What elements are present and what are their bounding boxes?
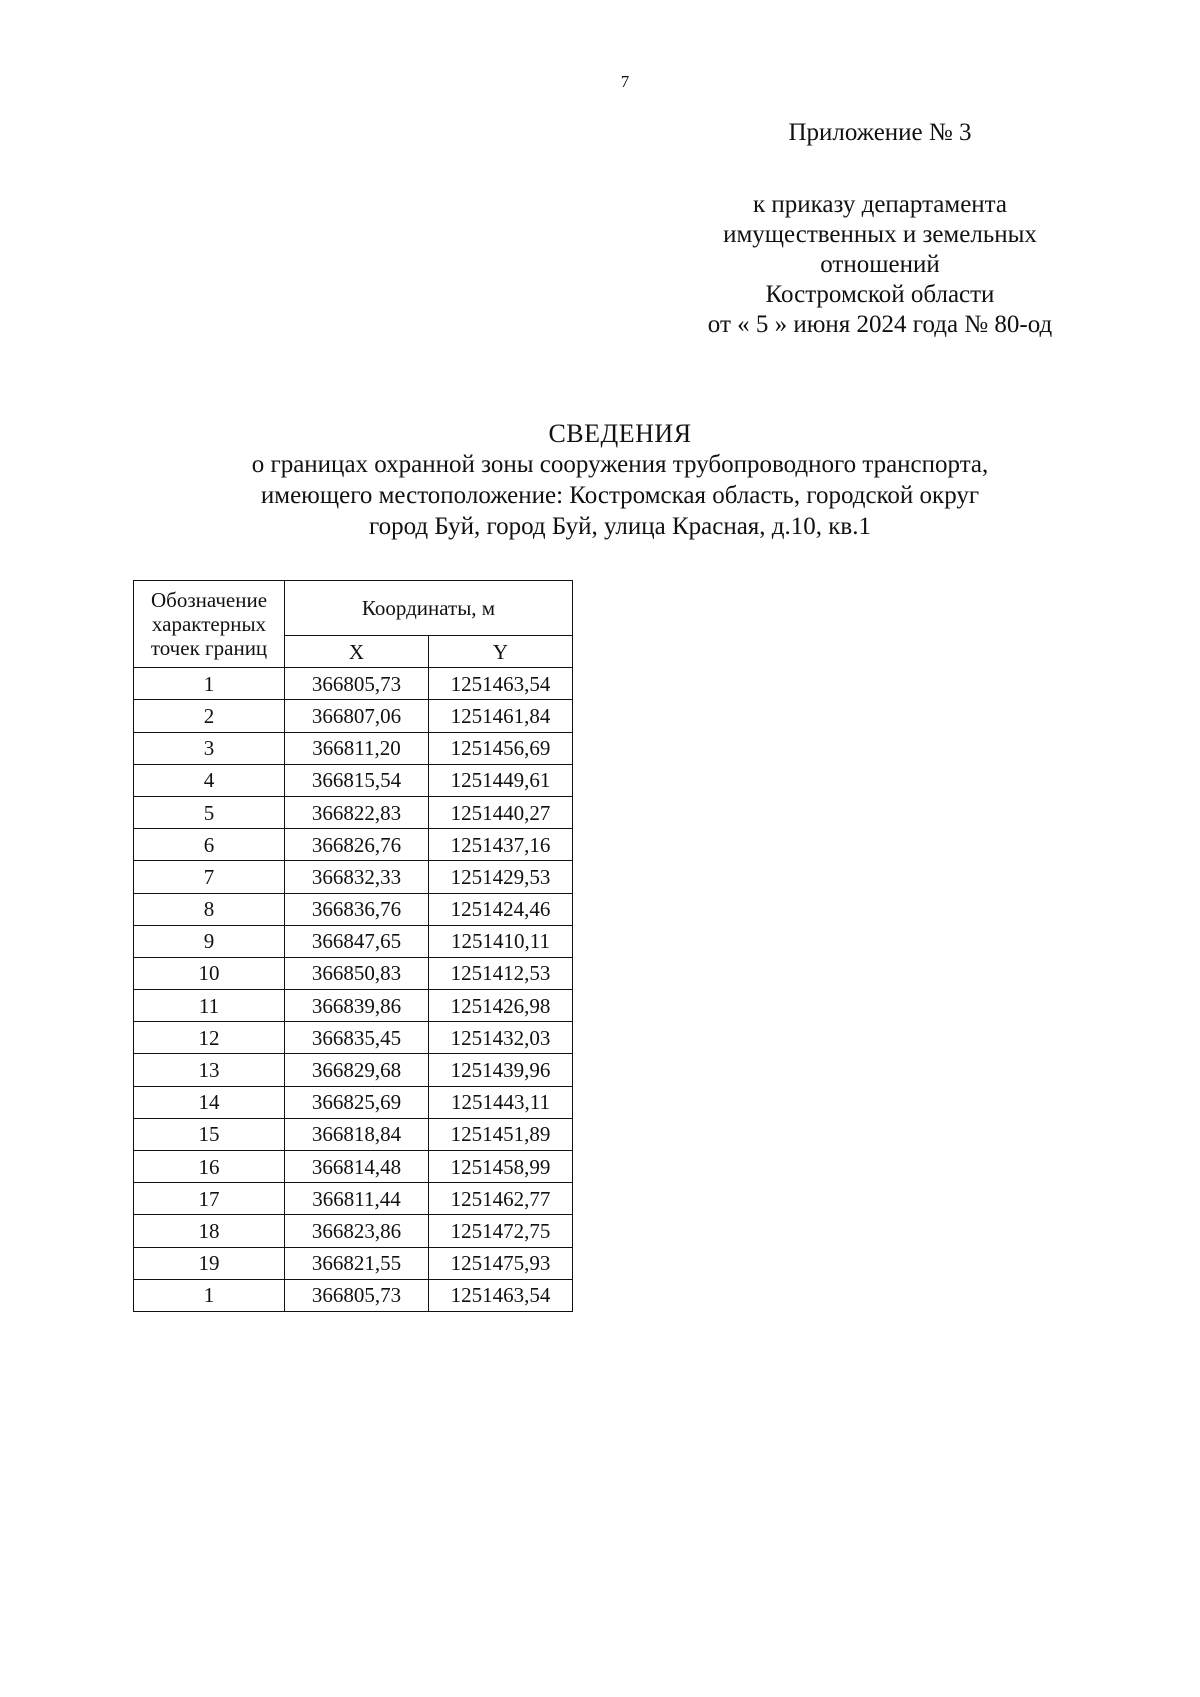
y-coordinate-cell: 1251456,69 [429,732,573,764]
x-coordinate-cell: 366815,54 [285,764,429,796]
heading-line: имеющего местоположение: Костромская область, городской округ [260,482,980,509]
x-coordinate-cell: 366811,20 [285,732,429,764]
point-cell: 4 [134,764,285,796]
table-row [134,764,573,796]
annex-line: имущественных и земельных [723,221,1037,248]
point-cell: 15 [134,1118,285,1150]
point-cell: 13 [134,1054,285,1086]
x-coordinate-cell: 366847,65 [285,925,429,957]
table-row [134,1183,573,1215]
y-coordinate-cell: 1251461,84 [429,700,573,732]
table-row [134,861,573,893]
point-cell: 9 [134,925,285,957]
x-coordinate-cell: 366821,55 [285,1247,429,1279]
x-coordinate-cell: 366835,45 [285,1022,429,1054]
table-row [134,1054,573,1086]
annex-order-reference [640,190,1120,340]
table-row [134,1215,573,1247]
table-row [134,796,573,828]
boundary-coordinates-table [133,580,573,1312]
document-heading [100,418,1140,542]
table-row [134,925,573,957]
table-row [134,700,573,732]
table-body [134,668,573,1312]
point-cell: 10 [134,957,285,989]
point-header-line: Обозначение [150,588,268,613]
point-cell: 11 [134,990,285,1022]
point-cell: 6 [134,829,285,861]
point-cell: 1 [134,668,285,700]
point-cell: 8 [134,893,285,925]
point-cell: 5 [134,796,285,828]
point-cell: 12 [134,1022,285,1054]
heading-caption: СВЕДЕНИЯ [548,419,692,448]
y-coordinate-cell: 1251462,77 [429,1183,573,1215]
x-coordinate-cell: 366839,86 [285,990,429,1022]
y-coordinate-cell: 1251451,89 [429,1118,573,1150]
x-coordinate-cell: 366811,44 [285,1183,429,1215]
y-coordinate-cell: 1251437,16 [429,829,573,861]
y-coordinate-cell: 1251439,96 [429,1054,573,1086]
x-coordinate-cell: 366825,69 [285,1086,429,1118]
annex-line: к приказу департамента [752,191,1008,218]
annex-title: Приложение № 3 [788,119,972,146]
point-cell: 14 [134,1086,285,1118]
y-coordinate-cell: 1251440,27 [429,796,573,828]
point-header-line: характерных [151,612,267,637]
point-cell: 17 [134,1183,285,1215]
table-row [134,1118,573,1150]
y-header: Y [429,636,573,668]
y-coordinate-cell: 1251424,46 [429,893,573,925]
table-row [134,1022,573,1054]
table-row [134,1247,573,1279]
table-row [134,893,573,925]
annex-order-date-line: от « 5 » июня 2024 года № 80-од [707,311,1053,338]
table-row [134,829,573,861]
y-coordinate-cell: 1251449,61 [429,764,573,796]
x-coordinate-cell: 366826,76 [285,829,429,861]
heading-line: город Буй, город Буй, улица Красная, д.10, кв.1 [369,513,871,540]
x-header: X [285,636,429,668]
y-coordinate-cell: 1251429,53 [429,861,573,893]
point-cell: 1 [134,1279,285,1311]
table-row [134,1086,573,1118]
point-cell: 2 [134,700,285,732]
point-cell: 19 [134,1247,285,1279]
x-coordinate-cell: 366818,84 [285,1118,429,1150]
y-coordinate-cell: 1251475,93 [429,1247,573,1279]
y-coordinate-cell: 1251412,53 [429,957,573,989]
table-row [134,1151,573,1183]
page-number: 7 [620,72,630,91]
x-coordinate-cell: 366823,86 [285,1215,429,1247]
y-coordinate-cell: 1251458,99 [429,1151,573,1183]
annex-line: отношений [820,251,940,278]
coordinates-header: Координаты, м [285,581,573,636]
heading-line: о границах охранной зоны сооружения трубопроводного транспорта, [251,451,989,478]
y-coordinate-cell: 1251432,03 [429,1022,573,1054]
y-coordinate-cell: 1251410,11 [429,925,573,957]
table-row [134,668,573,700]
point-cell: 3 [134,732,285,764]
x-coordinate-cell: 366850,83 [285,957,429,989]
x-coordinate-cell: 366829,68 [285,1054,429,1086]
point-header-line: точек границ [150,636,268,661]
table-row [134,957,573,989]
point-cell: 16 [134,1151,285,1183]
point-designation-header [134,581,285,668]
table-row [134,1279,573,1311]
y-coordinate-cell: 1251443,11 [429,1086,573,1118]
y-coordinate-cell: 1251463,54 [429,1279,573,1311]
y-coordinate-cell: 1251472,75 [429,1215,573,1247]
x-coordinate-cell: 366822,83 [285,796,429,828]
table-row [134,990,573,1022]
y-coordinate-cell: 1251463,54 [429,668,573,700]
table-row [134,732,573,764]
table-header-row [134,581,573,636]
point-cell: 18 [134,1215,285,1247]
x-coordinate-cell: 366836,76 [285,893,429,925]
x-coordinate-cell: 366805,73 [285,1279,429,1311]
x-coordinate-cell: 366805,73 [285,668,429,700]
annex-line: Костромской области [765,281,995,308]
y-coordinate-cell: 1251426,98 [429,990,573,1022]
point-cell: 7 [134,861,285,893]
x-coordinate-cell: 366814,48 [285,1151,429,1183]
x-coordinate-cell: 366807,06 [285,700,429,732]
x-coordinate-cell: 366832,33 [285,861,429,893]
